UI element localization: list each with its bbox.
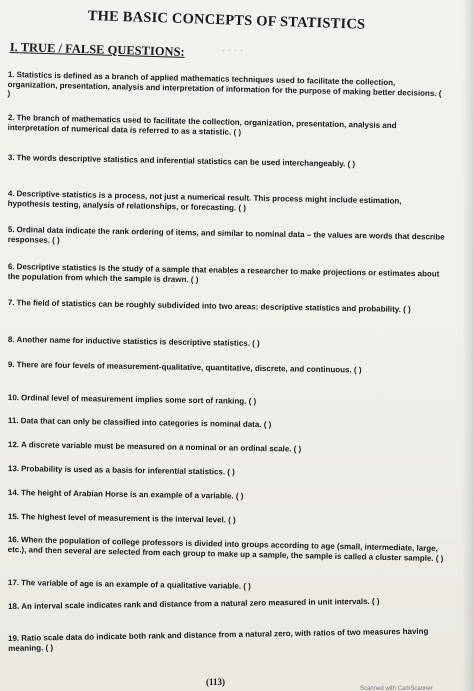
question-item	[8, 298, 446, 315]
question-number: 17.	[7, 578, 20, 588]
question-item	[8, 578, 446, 594]
question-item	[8, 535, 446, 563]
question-text: The words descriptive statistics and inferential statistics can be used interchangeably. ( )	[16, 153, 356, 169]
question-text: When the population of college professors is divided into groups according to age (small, intermediate, large, etc.), and then several are selected from each group to make up a sample, the sample is called a cluster sample. ( )	[7, 535, 444, 563]
page-edge-shadow	[462, 0, 474, 691]
question-text: The highest level of measurement is the interval level. ( )	[20, 512, 236, 525]
question-text: Ordinal level of measurement implies some sort of ranking. ( )	[20, 393, 257, 406]
question-item	[8, 153, 446, 171]
question-number: 16.	[7, 535, 20, 545]
question-item	[8, 440, 446, 456]
question-number: 19.	[8, 633, 20, 643]
question-number: 8.	[7, 335, 15, 345]
question-item	[8, 488, 446, 504]
question-item	[8, 225, 446, 252]
question-text: Descriptive statistics is a process, not just a numerical result. This process might include estimation, hypothesis testing, analysis of relationships, or forecasting. ( )	[7, 189, 402, 213]
question-item	[8, 335, 446, 351]
question-item	[8, 626, 446, 653]
question-number: 6.	[7, 262, 15, 272]
question-number: 13.	[7, 464, 20, 474]
question-number: 14.	[7, 488, 20, 498]
page-number: (113)	[206, 677, 225, 687]
question-number: 9.	[7, 360, 15, 370]
question-text: The height of Arabian Horse is an example of a variable. ( )	[20, 488, 244, 501]
question-number: 10.	[7, 393, 20, 403]
question-text: An interval scale indicates rank and distance from a natural zero measured in unit intervals. ( )	[21, 596, 380, 611]
scanner-watermark: Scanned with CamScanner	[360, 686, 433, 691]
question-item	[8, 113, 446, 141]
question-text: Descriptive statistics is the study of a sample that enables a researcher to make projections or estimates about the population from which the sample is drawn. ( )	[7, 262, 440, 284]
question-item	[7, 70, 446, 108]
question-item	[8, 189, 446, 216]
question-text: Ordinal data indicate the rank ordering of items, and similar to nominal data – the values are words that describe responses. ( )	[7, 225, 445, 245]
question-text: The branch of mathematics used to facilitate the collection, organization, presentation, analysis and interpretation of numerical data is referred to as a statistic. ( )	[7, 113, 397, 137]
question-item	[8, 393, 446, 409]
question-text: Probability is used as a basis for inferential statistics. ( )	[20, 464, 235, 477]
question-number: 5.	[7, 225, 15, 235]
question-number: 11.	[7, 416, 19, 426]
question-item	[8, 512, 446, 528]
question-item	[8, 262, 446, 289]
question-text: Another name for inductive statistics is descriptive statistics. ( )	[16, 335, 260, 348]
question-number: 18.	[8, 601, 20, 611]
question-number: 1.	[7, 70, 15, 80]
section-heading: I. TRUE / FALSE QUESTIONS:	[9, 40, 185, 59]
question-text: The variable of age is an example of a qualitative variable. ( )	[20, 578, 251, 591]
question-item	[8, 360, 446, 376]
scan-smudge: · · · ·	[222, 47, 244, 55]
question-number: 12.	[7, 440, 20, 450]
question-text: A discrete variable must be measured on a nominal or an ordinal scale. ( )	[20, 440, 302, 454]
question-item	[8, 596, 446, 612]
question-number: 3.	[7, 153, 15, 163]
question-text: Ratio scale data do indicate both rank and distance from a natural zero, with ratios of two measures having meaning. ( )	[8, 626, 429, 653]
question-text: The field of statistics can be roughly subdivided into two areas: descriptive statistics and probability. ( )	[16, 298, 411, 315]
question-number: 4.	[7, 189, 15, 199]
question-text: There are four levels of measurement-qualitative, quantitative, discrete, and continuous. ( )	[16, 360, 362, 375]
question-number: 2.	[7, 113, 15, 123]
question-text: Data that can only be classified into categories is nominal data. ( )	[20, 416, 272, 430]
page-title: THE BASIC CONCEPTS OF STATISTICS	[87, 8, 366, 33]
question-text: Statistics is defined as a branch of applied mathematics techniques used to facilitate the collection, organization, presentation, analysis and interpretation of information for the purpose of making better decisions. ( )	[7, 70, 442, 99]
question-item	[8, 464, 446, 480]
question-number: 7.	[7, 298, 15, 308]
question-item	[8, 416, 446, 432]
question-number: 15.	[7, 512, 20, 522]
